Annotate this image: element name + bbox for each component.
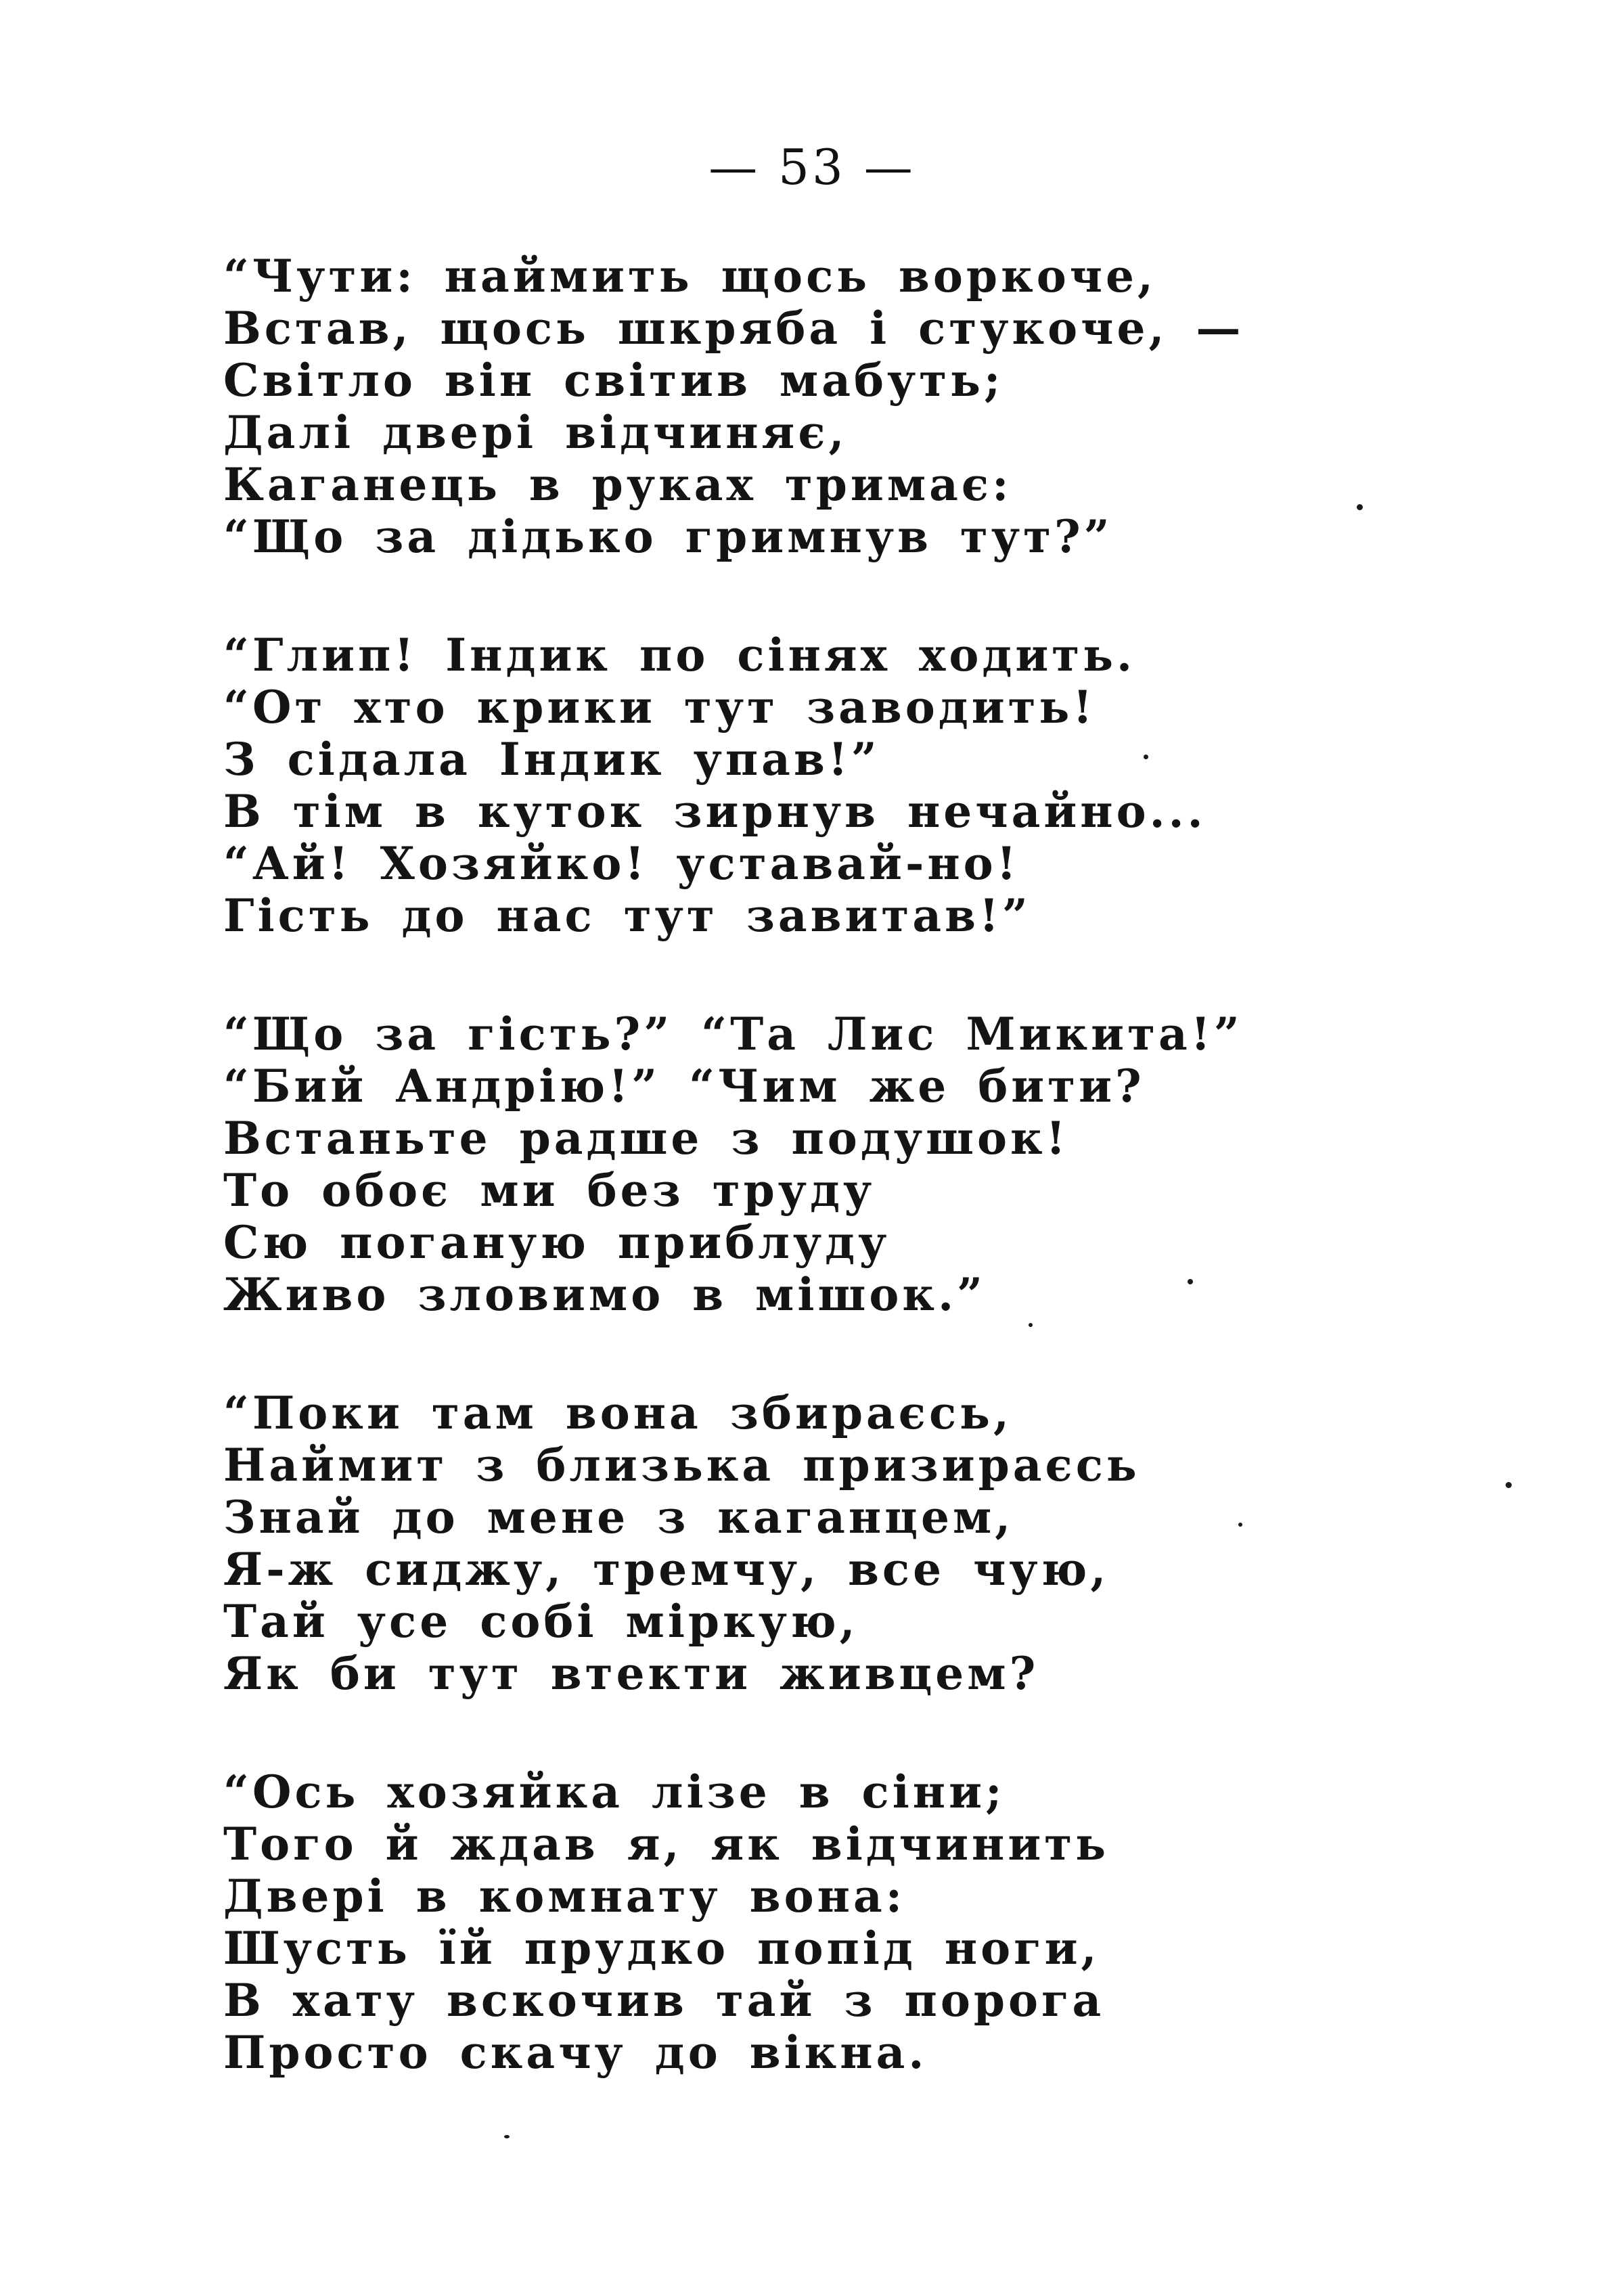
poem-line: Сю поганую приблуду [223,1216,890,1269]
poem-line: Далі двері відчиняє, [223,406,848,459]
poem-line: Я-ж сиджу, тремчу, все чую, [223,1543,1110,1596]
poem-line: З сідала Індик упав!” [223,733,880,786]
poem-line: Живо зловимо в мішок.” [223,1268,987,1321]
scan-speck [1357,504,1363,510]
scan-speck [1506,1482,1512,1488]
poem-line: “Ай! Хозяйко! уставай-но! [223,837,1020,890]
stanza-3 [223,1008,1509,1321]
poem-line: “Чути: наймить щось воркоче, [223,250,1157,302]
poem-line: “От хто крики тут заводить! [223,681,1096,734]
poem-line: Встав, щось шкряба і стукоче, — [223,302,1244,355]
poem-line: Двері в комнату вона: [223,1870,906,1923]
stanza-5 [223,1766,1509,2079]
scan-speck [1238,1523,1242,1527]
poem-line: Просто скачу до вікна. [223,2026,928,2079]
poem-line: “Бий Андрію!” “Чим же бити? [223,1060,1145,1113]
poem-line: Як би тут втекти живцем? [223,1647,1039,1700]
poem-line: Каганець в руках тримає: [223,458,1012,511]
scan-speck [504,2135,510,2138]
poem-line: То обоє ми без труду [223,1164,876,1217]
stanza-4 [223,1387,1509,1700]
poem-line: “Ось хозяйка лізе в сіни; [223,1766,1006,1818]
scan-speck [1144,755,1148,759]
poem-line: Встаньте радше з подушок! [223,1112,1069,1165]
poem-line: Наймит з близька призираєсь [223,1439,1140,1491]
page-number: — 53 — [708,139,916,196]
scan-speck [1188,1279,1193,1284]
poem-line: Того й ждав я, як відчинить [223,1818,1109,1870]
poem-line: “Глип! Індик по сінях ходить. [223,629,1135,681]
scan-speck [1029,1323,1033,1327]
poem-line: “Що за гість?” “Та Лис Микита!” [223,1008,1243,1060]
poem-text [223,250,1509,2145]
poem-line: “Що за дідько гримнув тут?” [223,510,1113,563]
poem-line: Тай усе собі міркую, [223,1595,859,1648]
poem-line: В тім в куток зирнув нечайно... [223,785,1206,838]
poem-line: Гість до нас тут завитав!” [223,889,1031,942]
poem-line: “Поки там вона збираєсь, [223,1387,1012,1439]
stanza-2 [223,629,1509,942]
poem-line: В хату вскочив тай з порога [223,1974,1105,2027]
stanza-1 [223,250,1509,563]
poem-line: Світло він світив мабуть; [223,354,1004,407]
poem-line: Шусть їй прудко попід ноги, [223,1922,1100,1975]
poem-line: Знай до мене з каганцем, [223,1491,1014,1544]
